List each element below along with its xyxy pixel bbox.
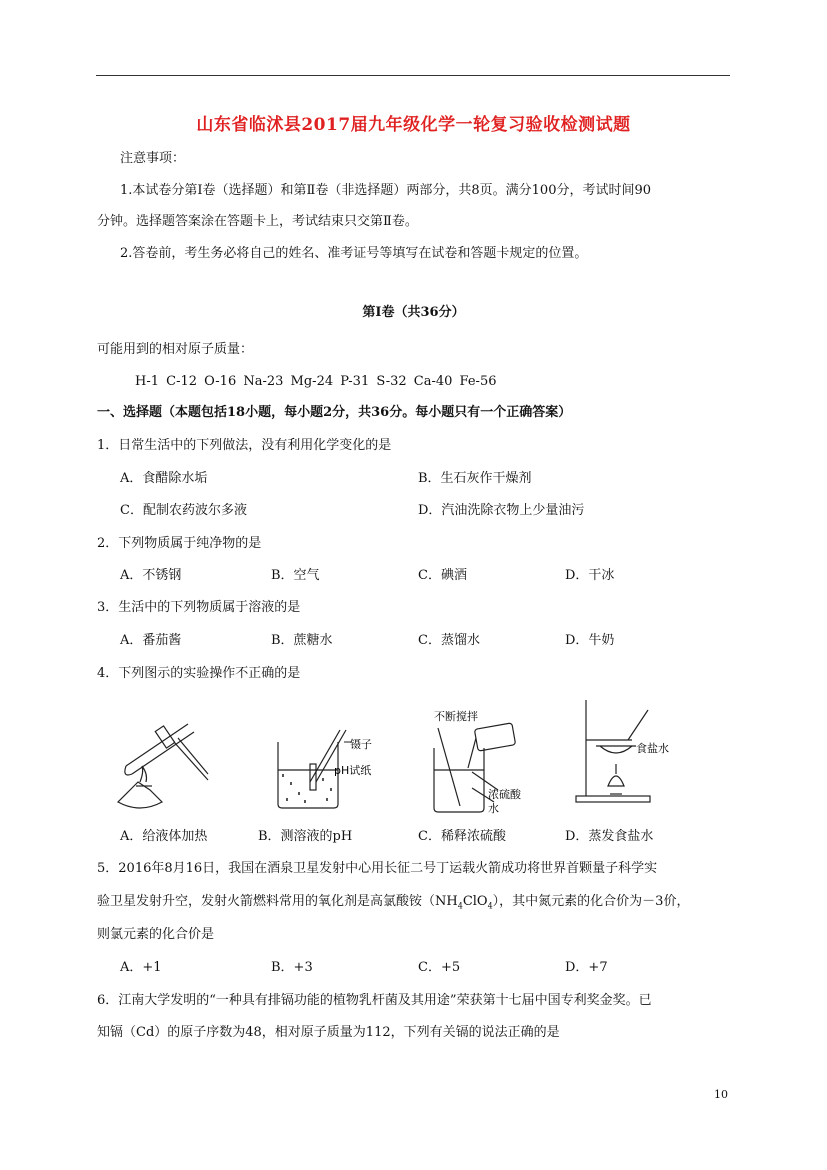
notice-item-2: 2.答卷前，考生务必将自己的姓名、准考证号等填写在试卷和答题卡规定的位置。 (120, 246, 588, 261)
section-title: 一、选择题（本题包括18小题，每小题2分，共36分。每小题只有一个正确答案） (97, 405, 572, 420)
question-5-stem-line-2: 验卫星发射升空，发射火箭燃料常用的氧化剂是高氯酸铵$(NH_4ClO_4)$，其中氮元素的化合价为－3价， (97, 894, 690, 911)
question-6-stem-line-2: 知镉（Cd）的原子序数为48，相对原子质量为112，下列有关镉的说法正确的是 (97, 1025, 560, 1040)
question-1-option-a: A．食醋除水垢 (120, 471, 208, 486)
question-3-option-b: B．蔗糖水 (271, 633, 333, 648)
stirring-label: 不断搅拌 (434, 710, 478, 723)
question-5-option-b: B．+3 (271, 960, 313, 975)
figure-ph-test (270, 722, 390, 818)
question-1-option-c: C．配制农药波尔多液 (120, 503, 247, 518)
page-title: 山东省临沭县2017届九年级化学一轮复习验收检测试题 (196, 115, 631, 135)
question-3-stem: 3．生活中的下列物质属于溶液的是 (97, 600, 301, 615)
page-number: 10 (714, 1088, 728, 1101)
figure-heating-liquid (108, 722, 213, 818)
notice-item-1-line-1: 1.本试卷分第Ⅰ卷（选择题）和第Ⅱ卷（非选择题）两部分，共8页。满分100分，考试时间90 (120, 183, 652, 198)
question-5-option-d: D．+7 (565, 960, 608, 975)
question-3-option-c: C．蒸馏水 (418, 633, 480, 648)
figure-diluting-acid (428, 708, 558, 820)
notice-item-1-line-2: 分钟。选择题答案涂在答题卡上，考试结束只交第Ⅱ卷。 (97, 214, 418, 229)
question-4-option-c: C．稀释浓硫酸 (418, 829, 506, 844)
tweezers-label: 镊子 (350, 738, 372, 751)
conc-acid-label: 浓硫酸 (488, 788, 521, 801)
question-5-option-a: A．+1 (120, 960, 162, 975)
question-2-option-d: D．干冰 (565, 568, 615, 583)
question-1-option-b: B．生石灰作干燥剂 (418, 471, 532, 486)
salt-water-label: 食盐水 (636, 742, 669, 755)
question-2-option-c: C．碘酒 (418, 568, 467, 583)
question-2-stem: 2．下列物质属于纯净物的是 (97, 536, 262, 551)
question-4-option-b: B．测溶液的pH (258, 829, 353, 844)
question-2-option-a: A．不锈钢 (120, 568, 182, 583)
header-rule (96, 75, 730, 76)
part-1-heading: 第Ⅰ卷（共36分） (362, 305, 465, 320)
question-3-option-a: A．番茄酱 (120, 633, 182, 648)
question-3-option-d: D．牛奶 (565, 633, 615, 648)
notice-heading: 注意事项： (120, 151, 186, 166)
figure-evaporation (572, 696, 692, 806)
question-5-stem-line-1: 5．2016年8月16日，我国在酒泉卫星发射中心用长征二号丁运载火箭成功将世界首颗量子科学实 (97, 861, 658, 876)
question-1-stem: 1．日常生活中的下列做法，没有利用化学变化的是 (97, 438, 392, 453)
question-2-option-b: B．空气 (271, 568, 320, 583)
question-4-option-a: A．给液体加热 (120, 829, 208, 844)
atomic-mass-heading: 可能用到的相对原子质量： (97, 342, 254, 357)
atomic-mass-list: H-1 C-12 O-16 Na-23 Mg-24 P-31 S-32 Ca-40 Fe-56 (135, 374, 497, 389)
question-4-stem: 4．下列图示的实验操作不正确的是 (97, 666, 301, 681)
question-6-stem-line-1: 6．江南大学发明的“一种具有排镉功能的植物乳杆菌及其用途”荣获第十七届中国专利奖金奖。已 (97, 993, 652, 1008)
ph-paper-label: pH试纸 (334, 764, 372, 777)
question-4-option-d: D．蒸发食盐水 (565, 829, 654, 844)
question-5-option-c: C．+5 (418, 960, 461, 975)
water-label: 水 (488, 802, 499, 815)
question-1-option-d: D．汽油洗除衣物上少量油污 (418, 503, 585, 518)
question-5-stem-line-3: 则氯元素的化合价是 (97, 927, 215, 942)
